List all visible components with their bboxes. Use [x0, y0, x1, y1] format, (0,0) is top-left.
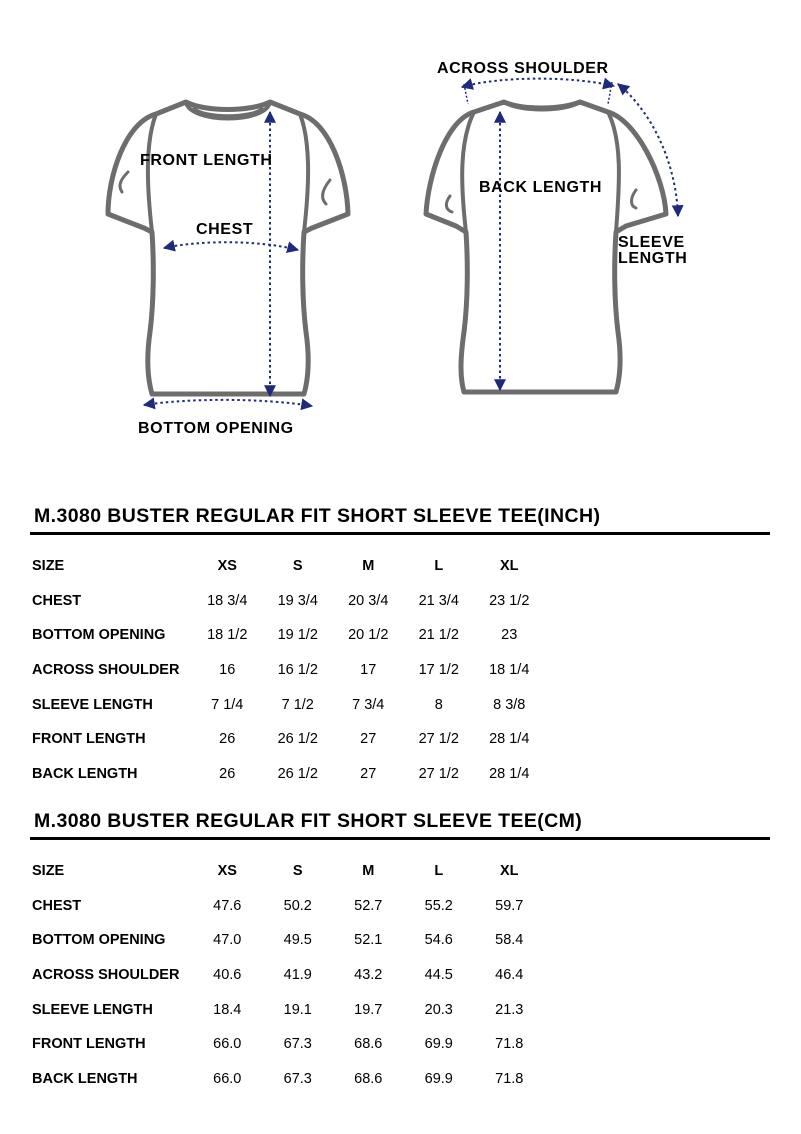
row-label: SLEEVE LENGTH: [32, 1001, 153, 1018]
row-label: ACROSS SHOULDER: [32, 662, 180, 679]
cell-value: 26 1/2: [277, 765, 318, 782]
across-shoulder-label: ACROSS SHOULDER: [437, 60, 609, 77]
cell-value: 16: [219, 662, 236, 679]
size-header-label: SIZE: [32, 863, 65, 880]
back-length-label: BACK LENGTH: [479, 179, 603, 196]
table-header-row: [30, 549, 545, 584]
cell-value: 59.7: [495, 897, 524, 914]
cell-value: 69.9: [424, 1036, 453, 1053]
cell-value: 17 1/2: [418, 662, 459, 679]
table-row: [30, 923, 545, 958]
cell-value: 21 1/2: [418, 627, 459, 644]
cell-value: 27 1/2: [418, 731, 459, 748]
cell-value: 67.3: [283, 1070, 312, 1087]
cell-value: 54.6: [424, 932, 453, 949]
row-label: FRONT LENGTH: [32, 1036, 146, 1053]
bottom-opening-arrow: [144, 400, 312, 406]
table-row: [30, 687, 545, 722]
cell-value: 40.6: [213, 967, 242, 984]
cell-value: 8 3/8: [493, 696, 526, 713]
cell-value: 27: [360, 731, 377, 748]
row-label: BOTTOM OPENING: [32, 932, 166, 949]
cell-value: 71.8: [495, 1036, 524, 1053]
sleeve-label: SLEEVE: [618, 234, 685, 251]
cell-value: 27 1/2: [418, 765, 459, 782]
cell-value: 68.6: [354, 1070, 383, 1087]
cell-value: 26: [219, 765, 236, 782]
size-header-xs: XS: [217, 863, 237, 880]
table-row: [30, 757, 545, 792]
shoulder-tick-left: [464, 84, 468, 104]
cell-value: 43.2: [354, 967, 383, 984]
table-row: [30, 1062, 545, 1097]
row-label: SLEEVE LENGTH: [32, 696, 153, 713]
table-row: [30, 889, 545, 924]
cell-value: 26: [219, 731, 236, 748]
cell-value: 58.4: [495, 932, 524, 949]
size-header-xs: XS: [217, 558, 237, 575]
cm-table-title: M.3080 BUSTER REGULAR FIT SHORT SLEEVE TEE(CM): [34, 810, 583, 832]
tshirt-measurement-diagram: [0, 0, 801, 470]
chest-label: CHEST: [196, 221, 254, 238]
size-header-xl: XL: [499, 558, 519, 575]
cell-value: 46.4: [495, 967, 524, 984]
row-label: CHEST: [32, 897, 82, 914]
cell-value: 20 1/2: [348, 627, 389, 644]
table-row: [30, 653, 545, 688]
row-label: BACK LENGTH: [32, 765, 138, 782]
cell-value: 17: [360, 662, 377, 679]
table-row: [30, 618, 545, 653]
cell-value: 21.3: [495, 1001, 524, 1018]
across-shoulder-arrow: [462, 79, 614, 87]
cell-value: 7 1/2: [281, 696, 314, 713]
length-label: LENGTH: [618, 250, 688, 267]
cell-value: 66.0: [213, 1070, 242, 1087]
row-label: CHEST: [32, 592, 82, 609]
table-row: [30, 958, 545, 993]
cell-value: 50.2: [283, 897, 312, 914]
front-length-label: FRONT LENGTH: [140, 152, 273, 169]
inch-title-divider: [30, 532, 770, 535]
front-tshirt-outline: [108, 102, 348, 394]
cell-value: 7 1/4: [211, 696, 244, 713]
cm-size-table: [30, 854, 545, 1096]
cell-value: 18.4: [213, 1001, 242, 1018]
cell-value: 19 1/2: [277, 627, 318, 644]
cell-value: 67.3: [283, 1036, 312, 1053]
table-header-row: [30, 854, 545, 889]
size-header-m: M: [362, 558, 375, 575]
cell-value: 47.6: [213, 897, 242, 914]
inch-table-title: M.3080 BUSTER REGULAR FIT SHORT SLEEVE TEE(INCH): [34, 505, 601, 527]
cell-value: 18 1/2: [207, 627, 248, 644]
table-row: [30, 1027, 545, 1062]
cell-value: 28 1/4: [489, 765, 530, 782]
cell-value: 19.1: [283, 1001, 312, 1018]
cell-value: 71.8: [495, 1070, 524, 1087]
cell-value: 55.2: [424, 897, 453, 914]
cell-value: 18 3/4: [207, 592, 248, 609]
table-row: [30, 584, 545, 619]
cell-value: 18 1/4: [489, 662, 530, 679]
cell-value: 19 3/4: [277, 592, 318, 609]
cell-value: 44.5: [424, 967, 453, 984]
cell-value: 47.0: [213, 932, 242, 949]
row-label: FRONT LENGTH: [32, 731, 146, 748]
cell-value: 52.7: [354, 897, 383, 914]
cell-value: 41.9: [283, 967, 312, 984]
bottom-opening-label: BOTTOM OPENING: [138, 420, 294, 437]
row-label: ACROSS SHOULDER: [32, 967, 180, 984]
cell-value: 21 3/4: [418, 592, 459, 609]
cm-title-divider: [30, 837, 770, 840]
cell-value: 16 1/2: [277, 662, 318, 679]
cell-value: 28 1/4: [489, 731, 530, 748]
cell-value: 27: [360, 765, 377, 782]
cell-value: 68.6: [354, 1036, 383, 1053]
size-header-s: S: [292, 863, 303, 880]
table-row: [30, 992, 545, 1027]
size-header-l: L: [434, 863, 444, 880]
cell-value: 20.3: [424, 1001, 453, 1018]
inch-size-table: [30, 549, 545, 791]
row-label: BACK LENGTH: [32, 1070, 138, 1087]
cell-value: 19.7: [354, 1001, 383, 1018]
cell-value: 8: [434, 696, 443, 713]
cell-value: 7 3/4: [352, 696, 385, 713]
table-row: [30, 722, 545, 757]
size-header-m: M: [362, 863, 375, 880]
cell-value: 23: [501, 627, 518, 644]
cell-value: 69.9: [424, 1070, 453, 1087]
size-header-s: S: [292, 558, 303, 575]
size-header-l: L: [434, 558, 444, 575]
size-header-label: SIZE: [32, 558, 65, 575]
cell-value: 52.1: [354, 932, 383, 949]
cell-value: 23 1/2: [489, 592, 530, 609]
row-label: BOTTOM OPENING: [32, 627, 166, 644]
cell-value: 26 1/2: [277, 731, 318, 748]
cell-value: 66.0: [213, 1036, 242, 1053]
size-header-xl: XL: [499, 863, 519, 880]
cell-value: 49.5: [283, 932, 312, 949]
cell-value: 20 3/4: [348, 592, 389, 609]
